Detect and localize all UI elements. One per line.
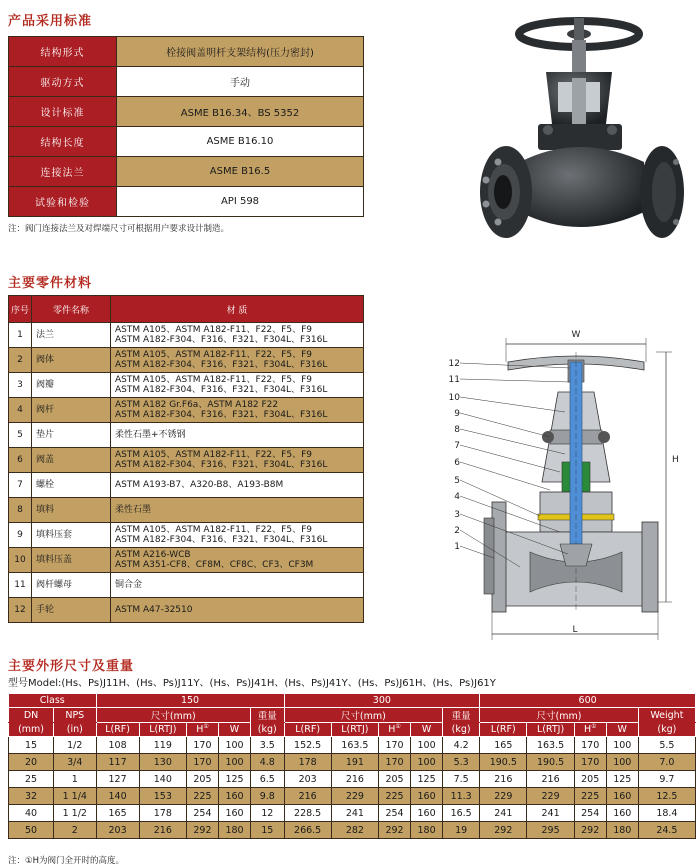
part-number: 3	[9, 373, 32, 398]
class-150-header: 150	[96, 694, 284, 708]
dim-cell: 228.5	[284, 805, 331, 822]
dim-cell: 163.5	[527, 737, 574, 754]
col-lrtj	[527, 723, 574, 737]
dim-cell: 108	[96, 737, 139, 754]
part-number: 4	[9, 398, 32, 423]
table-row	[9, 187, 364, 217]
dim-cell: 216	[139, 822, 186, 839]
dim-cell: 165	[480, 737, 527, 754]
size-header: 尺寸(mm)	[480, 708, 639, 723]
col-h-label: H	[583, 724, 592, 736]
col-h	[574, 723, 606, 737]
dim-cell: 125	[606, 771, 638, 788]
part-name: 阀杆	[32, 398, 111, 423]
nps-cell: 3/4	[54, 754, 96, 771]
callout-10: 10	[448, 393, 460, 403]
dim-cell: 119	[139, 737, 186, 754]
dim-cell: 241	[331, 805, 378, 822]
material-line: 柔性石墨	[115, 505, 152, 515]
table-row	[9, 548, 364, 573]
dim-cell: 4.8	[251, 754, 285, 771]
part-material	[111, 498, 364, 523]
part-name: 阀杆螺母	[32, 573, 111, 598]
dim-cell: 15	[251, 822, 285, 839]
dim-cell: 170	[186, 754, 218, 771]
class-header: Class	[9, 694, 97, 708]
weight-unit: (kg)	[443, 723, 480, 737]
size-header: 尺寸(mm)	[96, 708, 251, 723]
table-row	[9, 97, 364, 127]
callout-2: 2	[454, 526, 460, 536]
dim-h-label: H	[672, 455, 679, 465]
material-line: ASTM A182-F304、F316、F321、F304L、F316L	[115, 460, 328, 470]
dim-cell: 295	[527, 822, 574, 839]
standards-table	[8, 36, 364, 217]
part-number: 2	[9, 348, 32, 373]
dn-cell: 20	[9, 754, 54, 771]
dim-cell: 160	[218, 788, 250, 805]
part-number: 1	[9, 323, 32, 348]
col-w	[218, 723, 250, 737]
dim-cell: 100	[411, 737, 443, 754]
table-header-row	[9, 708, 696, 723]
dim-cell: 170	[574, 737, 606, 754]
part-name: 填料压盖	[32, 548, 111, 573]
col-lrtj-label: L(RTJ)	[149, 724, 177, 735]
dimensions-table	[8, 693, 696, 839]
material-line: ASTM A182-F304、F316、F321、F304L、F316L	[115, 385, 328, 395]
part-material	[111, 473, 364, 498]
part-material	[111, 598, 364, 623]
standard-label: 试验和检验	[9, 187, 117, 217]
dim-cell: 5.5	[638, 737, 695, 754]
material-line: ASTM A182-F304、F316、F321、F304L、F316L	[115, 360, 328, 370]
material-line: ASTM A105、ASTM A182-F11、F22、F5、F9	[115, 450, 312, 460]
footnote-marker: ①	[203, 723, 209, 731]
dim-cell: 100	[218, 737, 250, 754]
dim-cell: 241	[480, 805, 527, 822]
part-number: 11	[9, 573, 32, 598]
dim-cell: 225	[379, 788, 411, 805]
dim-cell: 170	[574, 754, 606, 771]
callout-11: 11	[448, 375, 460, 385]
parts-title: 主要零件材料	[8, 276, 93, 291]
dim-cell: 7.5	[443, 771, 480, 788]
dim-cell: 191	[331, 754, 378, 771]
col-w	[606, 723, 638, 737]
part-number: 8	[9, 498, 32, 523]
part-material	[111, 523, 364, 548]
table-row	[9, 788, 696, 805]
dim-cell: 216	[284, 788, 331, 805]
dim-cell: 3.5	[251, 737, 285, 754]
dim-cell: 152.5	[284, 737, 331, 754]
dim-cell: 12.5	[638, 788, 695, 805]
part-material	[111, 323, 364, 348]
col-w	[411, 723, 443, 737]
material-line: ASTM A216-WCB	[115, 550, 191, 560]
dimensions-note: 注：①H为阀门全开时的高度。	[8, 856, 125, 866]
standard-label: 结构形式	[9, 37, 117, 67]
dim-cell: 180	[606, 822, 638, 839]
table-row	[9, 523, 364, 548]
standard-value: ASME B16.5	[117, 157, 364, 187]
standard-label: 结构长度	[9, 127, 117, 157]
col-lrf	[480, 723, 527, 737]
nps-header: NPS	[54, 708, 96, 723]
weight-unit: (kg)	[251, 723, 285, 737]
dim-cell: 254	[186, 805, 218, 822]
callout-8: 8	[454, 425, 460, 435]
dim-cell: 140	[96, 788, 139, 805]
standard-label: 连接法兰	[9, 157, 117, 187]
dim-cell: 225	[186, 788, 218, 805]
dn-cell: 40	[9, 805, 54, 822]
table-row	[9, 598, 364, 623]
sectional-drawing	[420, 322, 698, 644]
callout-12: 12	[448, 359, 460, 369]
dim-cell: 6.5	[251, 771, 285, 788]
nps-cell: 1 1/2	[54, 805, 96, 822]
dim-cell: 203	[284, 771, 331, 788]
dim-cell: 241	[527, 805, 574, 822]
part-material	[111, 348, 364, 373]
table-row	[9, 323, 364, 348]
part-material	[111, 573, 364, 598]
dim-cell: 190.5	[480, 754, 527, 771]
material-line: ASTM A182-F304、F316、F321、F304L、F316L	[115, 335, 328, 345]
dim-l-label: L	[572, 625, 578, 635]
material-line: ASTM A105、ASTM A182-F11、F22、F5、F9	[115, 350, 312, 360]
table-header-row	[9, 723, 696, 737]
part-material	[111, 448, 364, 473]
part-name: 法兰	[32, 323, 111, 348]
table-row	[9, 498, 364, 523]
dim-cell: 229	[331, 788, 378, 805]
parts-table	[8, 295, 364, 623]
part-material	[111, 398, 364, 423]
dim-cell: 216	[480, 771, 527, 788]
table-row	[9, 67, 364, 97]
table-row	[9, 771, 696, 788]
col-lrtj-label: L(RTJ)	[341, 724, 369, 735]
col-w-label: W	[229, 724, 240, 735]
dim-cell: 125	[411, 771, 443, 788]
dim-cell: 216	[331, 771, 378, 788]
dim-cell: 292	[186, 822, 218, 839]
part-number: 12	[9, 598, 32, 623]
part-name: 填料压套	[32, 523, 111, 548]
dim-cell: 292	[379, 822, 411, 839]
dimensions-title: 主要外形尺寸及重量	[8, 659, 135, 674]
callout-9: 9	[454, 409, 460, 419]
part-name: 手轮	[32, 598, 111, 623]
dn-cell: 32	[9, 788, 54, 805]
material-line: 柔性石墨+不锈钢	[115, 430, 186, 440]
table-row	[9, 423, 364, 448]
dim-cell: 254	[379, 805, 411, 822]
col-header-material: 材 质	[111, 296, 364, 323]
standard-value: ASME B16.10	[117, 127, 364, 157]
dim-cell: 229	[527, 788, 574, 805]
table-row	[9, 157, 364, 187]
col-header-name: 零件名称	[32, 296, 111, 323]
material-line: ASTM A351-CF8、CF8M、CF8C、CF3、CF3M	[115, 560, 314, 570]
material-line: ASTM A105、ASTM A182-F11、F22、F5、F9	[115, 325, 312, 335]
col-w-label: W	[617, 724, 627, 735]
table-row	[9, 373, 364, 398]
table-row	[9, 448, 364, 473]
table-row	[9, 754, 696, 771]
col-lrtj	[139, 723, 186, 737]
table-row	[9, 348, 364, 373]
part-material	[111, 548, 364, 573]
dim-cell: 9.8	[251, 788, 285, 805]
dim-cell: 100	[606, 754, 638, 771]
standard-label: 设计标准	[9, 97, 117, 127]
table-row	[9, 37, 364, 67]
dim-cell: 282	[331, 822, 378, 839]
part-name: 螺栓	[32, 473, 111, 498]
col-lrf-label: L(RF)	[295, 724, 321, 735]
part-number: 10	[9, 548, 32, 573]
col-h	[186, 723, 218, 737]
dim-cell: 178	[284, 754, 331, 771]
part-number: 5	[9, 423, 32, 448]
standards-title: 产品采用标准	[8, 14, 93, 29]
part-number: 7	[9, 473, 32, 498]
col-h	[379, 723, 411, 737]
part-number: 6	[9, 448, 32, 473]
class-300-header: 300	[284, 694, 480, 708]
weight-header-en: Weight	[638, 708, 695, 723]
nps-unit: (in)	[54, 723, 96, 737]
dim-cell: 140	[139, 771, 186, 788]
table-row	[9, 127, 364, 157]
dim-cell: 19	[443, 822, 480, 839]
material-line: ASTM A105、ASTM A182-F11、F22、F5、F9	[115, 375, 312, 385]
dim-cell: 18.4	[638, 805, 695, 822]
dim-cell: 160	[218, 805, 250, 822]
dim-cell: 100	[411, 754, 443, 771]
dim-cell: 160	[411, 788, 443, 805]
dim-cell: 9.7	[638, 771, 695, 788]
nps-cell: 1 1/4	[54, 788, 96, 805]
standard-label: 驱动方式	[9, 67, 117, 97]
dim-cell: 160	[411, 805, 443, 822]
dim-cell: 180	[218, 822, 250, 839]
dim-cell: 170	[379, 737, 411, 754]
dim-cell: 203	[96, 822, 139, 839]
dim-cell: 125	[218, 771, 250, 788]
standards-note: 注：阀门连接法兰及对焊端尺寸可根据用户要求设计制造。	[8, 224, 230, 234]
size-header: 尺寸(mm)	[284, 708, 443, 723]
dim-cell: 190.5	[527, 754, 574, 771]
part-material	[111, 423, 364, 448]
dim-cell: 180	[411, 822, 443, 839]
part-number: 9	[9, 523, 32, 548]
class-600-header: 600	[480, 694, 696, 708]
table-header-row	[9, 694, 696, 708]
dim-cell: 117	[96, 754, 139, 771]
nps-cell: 1	[54, 771, 96, 788]
callout-1: 1	[454, 542, 460, 552]
weight-header: 重量	[251, 708, 285, 723]
col-w-label: W	[421, 724, 432, 735]
part-name: 阀体	[32, 348, 111, 373]
col-lrf	[284, 723, 331, 737]
dim-cell: 11.3	[443, 788, 480, 805]
col-lrf-label: L(RF)	[105, 724, 130, 735]
part-name: 填料	[32, 498, 111, 523]
dim-cell: 160	[606, 805, 638, 822]
standard-value: 手动	[117, 67, 364, 97]
dim-cell: 229	[480, 788, 527, 805]
col-header-no: 序号	[9, 296, 32, 323]
valve-photo	[476, 12, 698, 274]
dn-cell: 15	[9, 737, 54, 754]
material-line: ASTM A105、ASTM A182-F11、F22、F5、F9	[115, 525, 312, 535]
dim-cell: 205	[574, 771, 606, 788]
material-line: ASTM A193-B7、A320-B8、A193-B8M	[115, 480, 284, 490]
table-row	[9, 737, 696, 754]
dim-cell: 216	[527, 771, 574, 788]
col-h-label: H	[388, 724, 396, 736]
col-h-label: H	[196, 724, 204, 736]
material-line: ASTM A47-32510	[115, 605, 193, 615]
dn-cell: 25	[9, 771, 54, 788]
dn-cell: 50	[9, 822, 54, 839]
dim-cell: 4.2	[443, 737, 480, 754]
dim-cell: 100	[218, 754, 250, 771]
table-row	[9, 805, 696, 822]
table-row	[9, 473, 364, 498]
weight-unit: (kg)	[638, 723, 695, 737]
dim-cell: 292	[574, 822, 606, 839]
callout-7: 7	[454, 441, 460, 451]
table-row	[9, 398, 364, 423]
part-name: 阀盖	[32, 448, 111, 473]
col-lrtj	[331, 723, 378, 737]
dim-cell: 170	[186, 737, 218, 754]
callout-5: 5	[454, 476, 460, 486]
model-line: 型号Model:(Hs、Ps)J11H、(Hs、Ps)J11Y、(Hs、Ps)J41H、(Hs、Ps)J41Y、(Hs、Ps)J61H、(Hs、Ps)J61Y	[8, 678, 496, 689]
callout-4: 4	[454, 492, 460, 502]
standard-value: 栓接阀盖明杆支架结构(压力密封)	[117, 37, 364, 67]
callout-6: 6	[454, 458, 460, 468]
dim-cell: 100	[606, 737, 638, 754]
dim-cell: 170	[379, 754, 411, 771]
nps-cell: 2	[54, 822, 96, 839]
material-line: ASTM A182-F304、F316、F321、F304L、F316L	[115, 535, 328, 545]
col-lrf-label: L(RF)	[490, 724, 516, 735]
dim-cell: 12	[251, 805, 285, 822]
standard-value: API 598	[117, 187, 364, 217]
dn-header: DN	[9, 708, 54, 723]
dim-cell: 165	[96, 805, 139, 822]
dim-cell: 130	[139, 754, 186, 771]
col-lrtj-label: L(RTJ)	[536, 724, 565, 735]
dim-cell: 16.5	[443, 805, 480, 822]
part-name: 垫片	[32, 423, 111, 448]
part-material	[111, 373, 364, 398]
dim-cell: 153	[139, 788, 186, 805]
standard-value: ASME B16.34、BS 5352	[117, 97, 364, 127]
dn-unit: (mm)	[9, 723, 54, 737]
dim-cell: 160	[606, 788, 638, 805]
dim-cell: 205	[379, 771, 411, 788]
dim-cell: 205	[186, 771, 218, 788]
table-row	[9, 573, 364, 598]
footnote-marker: ①	[591, 723, 597, 731]
material-line: ASTM A182-F304、F316、F321、F304L、F316L	[115, 410, 328, 420]
col-lrf	[96, 723, 139, 737]
weight-header: 重量	[443, 708, 480, 723]
callout-3: 3	[454, 510, 460, 520]
table-header-row	[9, 296, 364, 323]
dim-cell: 127	[96, 771, 139, 788]
nps-cell: 1/2	[54, 737, 96, 754]
table-row	[9, 822, 696, 839]
dim-cell: 7.0	[638, 754, 695, 771]
dim-w-label: W	[571, 330, 581, 340]
dim-cell: 225	[574, 788, 606, 805]
dim-cell: 254	[574, 805, 606, 822]
dim-cell: 24.5	[638, 822, 695, 839]
dim-cell: 266.5	[284, 822, 331, 839]
material-line: 铜合金	[115, 580, 143, 590]
dim-cell: 163.5	[331, 737, 378, 754]
dim-cell: 292	[480, 822, 527, 839]
dim-cell: 178	[139, 805, 186, 822]
footnote-marker: ①	[395, 723, 401, 731]
part-name: 阀瓣	[32, 373, 111, 398]
dim-cell: 5.3	[443, 754, 480, 771]
material-line: ASTM A182 Gr.F6a、ASTM A182 F22	[115, 400, 279, 410]
